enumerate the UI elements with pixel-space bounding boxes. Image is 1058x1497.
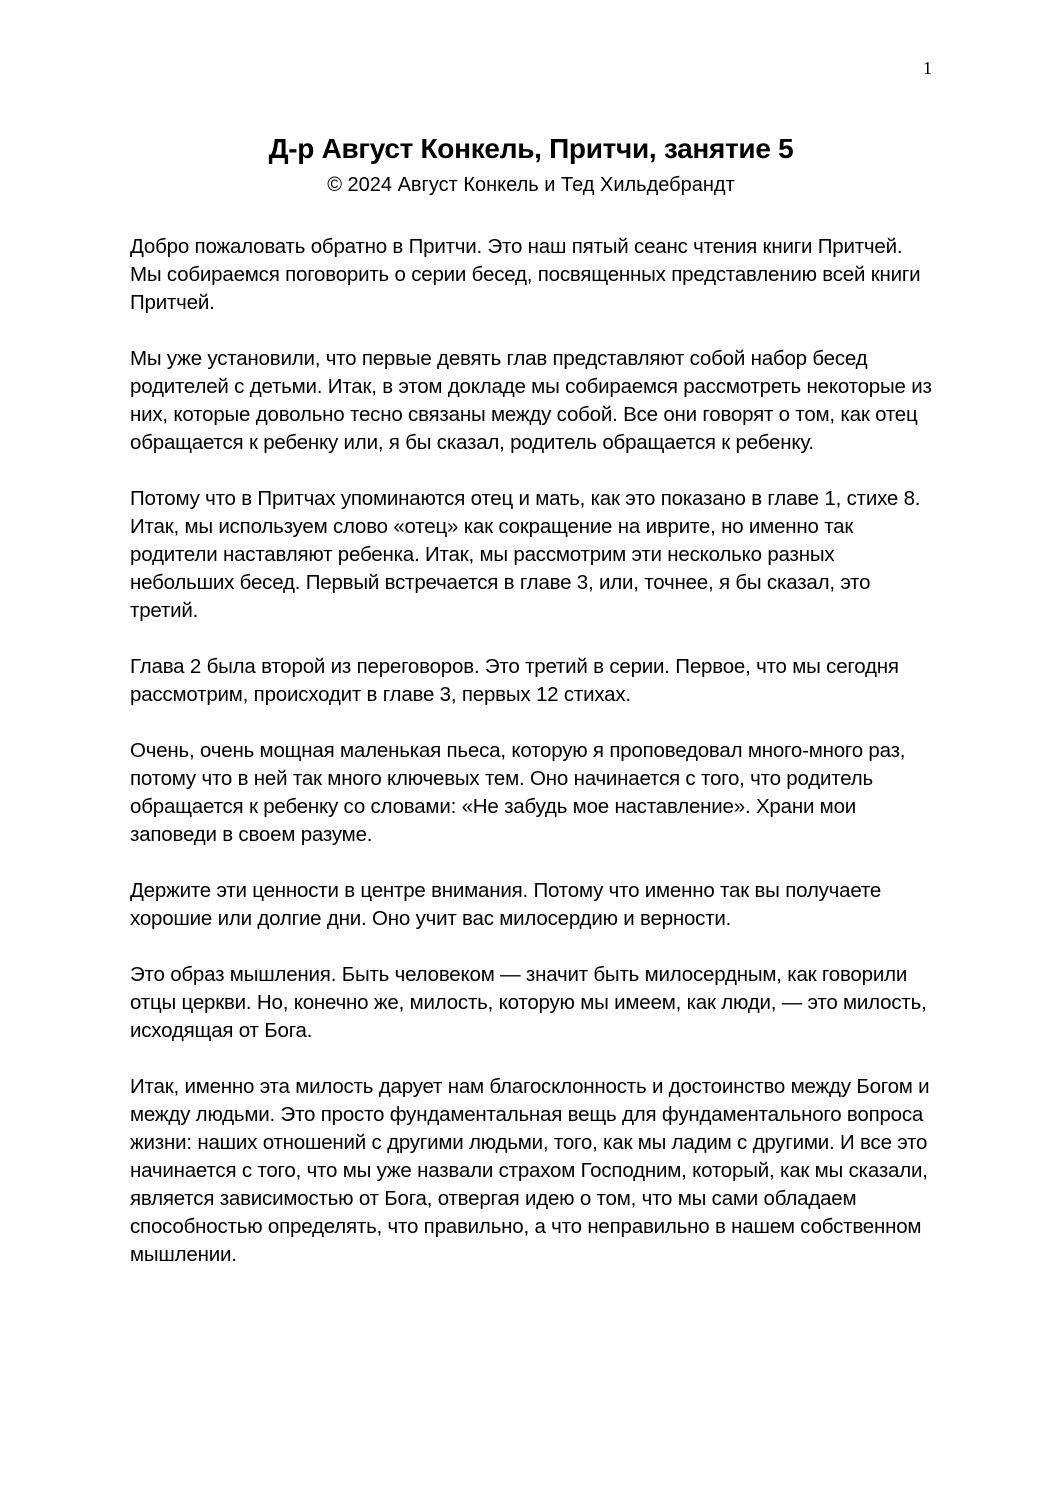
- paragraph: Итак, именно эта милость дарует нам благосклонность и достоинство между Богом и между людьми. Это просто фундаментальная вещь для фундаментального вопроса жизни: наших отношений с другими людьми, того, как мы ладим с другими. И все это начинается с того, что мы уже назвали страхом Господним, который, как мы сказали, является зависимостью от Бога, отвергая идею о том, что мы сами обладаем способностью определять, что правильно, а что неправильно в нашем собственном мышлении.: [130, 1075, 930, 1266]
- paragraph: Потому что в Притчах упоминаются отец и мать, как это показано в главе 1, стихе 8. Итак, мы используем слово «отец» как сокращение на иврите, но именно так родители наставляют ребенка. Итак, мы рассмотрим эти несколько разных небольших бесед. Первый встречается в главе 3, или, точнее, я бы сказал, это третий.: [130, 487, 921, 622]
- document-content: [130, 131, 932, 1297]
- paragraph: Очень, очень мощная маленькая пьеса, которую я проповедовал много-много раз, потому что в ней так много ключевых тем. Оно начинается с того, что родитель обращается к ребенку со словами: «Не забудь мое наставление». Храни мои заповеди в своем разуме.: [130, 739, 906, 846]
- paragraph: Это образ мышления. Быть человеком — значит быть милосердным, как говорили отцы церкви. Но, конечно же, милость, которую мы имеем, как люди, — это милость, исходящая от Бога.: [130, 963, 927, 1042]
- copyright-line: © 2024 Август Конкель и Тед Хильдебрандт: [327, 174, 735, 196]
- paragraph: Мы уже установили, что первые девять глав представляют собой набор бесед родителей с детьми. Итак, в этом докладе мы собираемся рассмотреть некоторые из них, которые довольно тесно связаны между собой. Все они говорят о том, как отец обращается к ребенку или, я бы сказал, родитель обращается к ребенку.: [130, 347, 932, 454]
- page-number: 1: [923, 58, 932, 78]
- paragraph: Добро пожаловать обратно в Притчи. Это наш пятый сеанс чтения книги Притчей. Мы собираемся поговорить о серии бесед, посвященных представлению всей книги Притчей.: [130, 235, 921, 314]
- body-text: [130, 233, 932, 1269]
- document-title: Д-р Август Конкель, Притчи, занятие 5: [268, 133, 794, 164]
- paragraph: Держите эти ценности в центре внимания. Потому что именно так вы получаете хорошие или долгие дни. Оно учит вас милосердию и верности.: [130, 879, 882, 930]
- paragraph: Глава 2 была второй из переговоров. Это третий в серии. Первое, что мы сегодня рассмотрим, происходит в главе 3, первых 12 стихах.: [130, 655, 899, 706]
